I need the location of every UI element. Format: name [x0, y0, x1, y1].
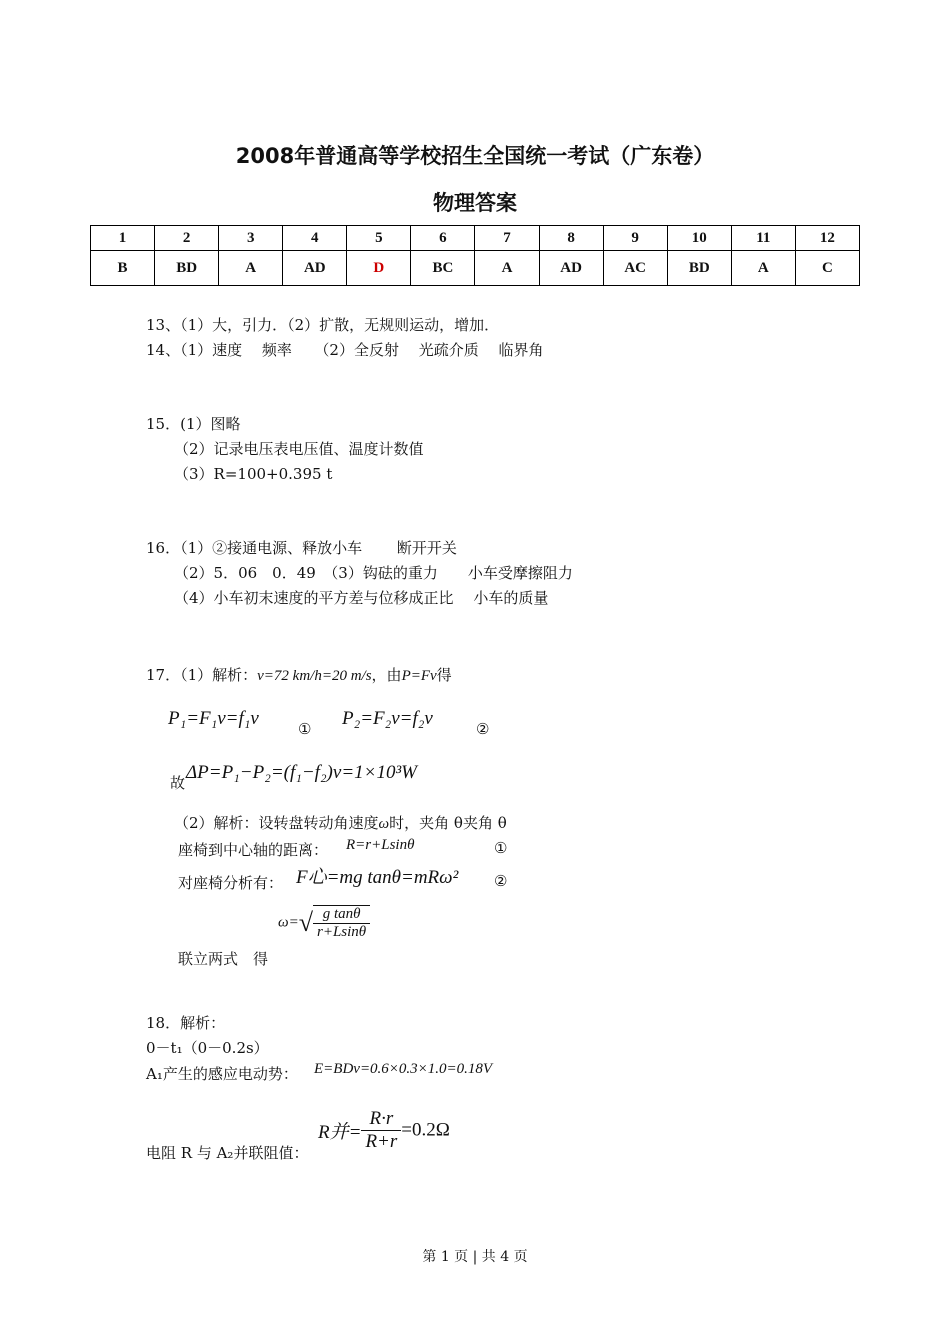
q17-combine-label: 联立两式 得 — [178, 950, 269, 968]
page-subtitle: 物理答案 — [433, 191, 517, 215]
q17-intro-prefix: 17．（1）解析： — [146, 666, 258, 684]
q15-line3: （3）R=100+0.395 t — [174, 465, 333, 483]
answer-cell: AC — [603, 251, 667, 286]
q17-part2-prefix: （2）解析：设转盘转动角速度 — [174, 814, 379, 832]
question-number-cell: 9 — [603, 226, 667, 251]
answer-cell: AD — [283, 251, 347, 286]
q17-omega: ω — [378, 816, 390, 832]
q17-force-mark: ② — [494, 872, 508, 890]
q14-answer: 14、（1）速度 频率 （2）全反射 光疏介质 临界角 — [146, 341, 544, 359]
q15-line1: 15．(1）图略 — [146, 415, 241, 433]
q15-line2: （2）记录电压表电压值、温度计数值 — [174, 440, 424, 458]
question-number-cell: 8 — [539, 226, 603, 251]
question-number-cell: 6 — [411, 226, 475, 251]
q17-gu: 故 — [170, 774, 186, 792]
answer-table-answer-row — [91, 251, 860, 286]
q17-seat-label: 座椅到中心轴的距离： — [178, 841, 329, 859]
answer-cell: BC — [411, 251, 475, 286]
question-number-cell: 10 — [667, 226, 731, 251]
page-footer: 第 1 页 | 共 4 页 — [422, 1249, 528, 1265]
q18-line1: 18．解析： — [146, 1014, 226, 1032]
q17-omega-formula — [278, 905, 370, 941]
q18-res-den: R+r — [365, 1131, 398, 1152]
q17-intro-suffix: 得 — [436, 666, 452, 684]
q17-intro — [146, 664, 452, 685]
answer-cell: BD — [667, 251, 731, 286]
sqrt-icon: √ — [298, 908, 313, 937]
q13-answer: 13、（1）大，引力．（2）扩散，无规则运动，增加． — [146, 316, 500, 334]
q17-eq1: P₁=F₁v=f₁v — [168, 708, 259, 729]
q17-seat-eq: R=r+Lsinθ — [346, 837, 415, 853]
answer-table — [90, 225, 860, 286]
question-number-cell: 3 — [219, 226, 283, 251]
q16-line3: （4）小车初末速度的平方差与位移成正比 小车的质量 — [174, 589, 549, 607]
question-number-cell: 7 — [475, 226, 539, 251]
q18-emf-label: A₁产生的感应电动势： — [146, 1065, 298, 1083]
answer-table-header-row — [91, 226, 860, 251]
q17-mark1: ① — [298, 720, 312, 738]
q17-sqrt-body — [313, 905, 370, 941]
q16-line2: （2）5．06 0．49 （3）钩砝的重力 小车受摩擦阻力 — [174, 564, 573, 582]
q17-omega-fraction — [313, 906, 370, 941]
q18-line2: 0－t₁（0－0.2s） — [146, 1039, 269, 1057]
q17-force-eq: F心=mg tanθ=mRω² — [296, 867, 459, 888]
question-number-cell: 1 — [91, 226, 155, 251]
q18-res-label: 电阻 R 与 A₂并联阻值： — [146, 1144, 309, 1162]
q18-res-num: R·r — [361, 1108, 401, 1131]
q17-mark2: ② — [476, 720, 490, 738]
q17-omega-lhs: ω= — [278, 914, 299, 931]
answer-cell: A — [219, 251, 283, 286]
q18-res-fraction — [361, 1108, 401, 1153]
answer-cell: B — [91, 251, 155, 286]
q17-intro-mid: ，由 — [371, 666, 402, 684]
q17-seat-mark: ① — [494, 839, 508, 857]
answer-cell: D — [347, 251, 411, 286]
q17-omega-den: r+Lsinθ — [317, 924, 367, 940]
q18-emf-eq: E=BDv=0.6×0.3×1.0=0.18V — [314, 1061, 493, 1077]
q17-power-eq: P=Fv — [401, 668, 437, 684]
answer-cell: AD — [539, 251, 603, 286]
q18-res-lhs: R并= — [318, 1122, 362, 1143]
question-number-cell: 4 — [283, 226, 347, 251]
q17-eq3: ΔP=P₁−P₂=(f₁−f₂)v=1×10³W — [186, 762, 417, 783]
answer-cell: C — [795, 251, 859, 286]
question-number-cell: 2 — [155, 226, 219, 251]
question-number-cell: 12 — [795, 226, 859, 251]
answer-cell: BD — [155, 251, 219, 286]
q17-speed-eq: v=72 km/h=20 m/s — [257, 668, 372, 684]
question-number-cell: 5 — [347, 226, 411, 251]
question-number-cell: 11 — [731, 226, 795, 251]
q18-res-formula — [318, 1108, 450, 1153]
q17-part2-intro — [174, 812, 507, 833]
page-title: 2008年普通高等学校招生全国统一考试（广东卷） — [235, 144, 715, 168]
q17-force-label: 对座椅分析有： — [178, 874, 284, 892]
q17-omega-num: g tanθ — [313, 906, 370, 924]
q18-res-rhs: =0.2Ω — [401, 1119, 450, 1141]
answer-cell: A — [475, 251, 539, 286]
q17-part2-rest: 时，夹角 θ夹角 θ — [389, 814, 507, 832]
q16-line1: 16．（1）②接通电源、释放小车 断开开关 — [146, 539, 457, 557]
answer-cell: A — [731, 251, 795, 286]
q17-eq2: P₂=F₂v=f₂v — [342, 708, 433, 729]
